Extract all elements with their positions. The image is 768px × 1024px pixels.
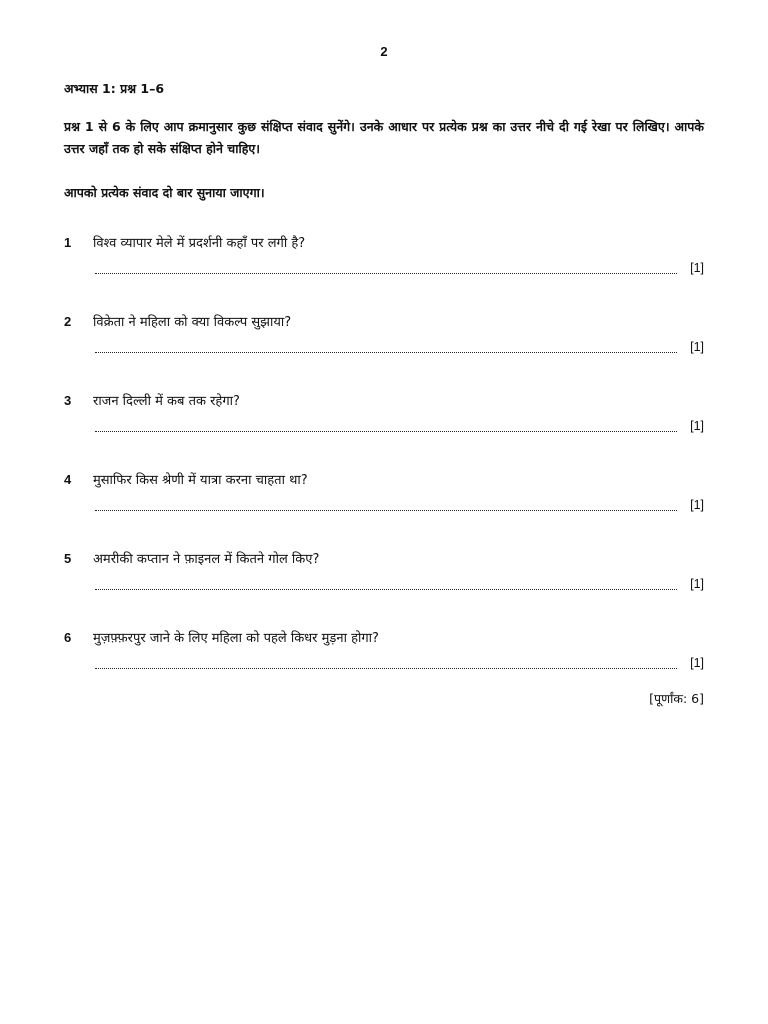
question-number: 6 — [64, 630, 72, 645]
answer-line[interactable] — [95, 352, 677, 353]
question-text: विश्व व्यापार मेले में प्रदर्शनी कहाँ पर लगी है? — [93, 236, 306, 251]
section-heading: अभ्यास 1: प्रश्न 1–6 — [64, 81, 165, 96]
instructions-paragraph: प्रश्न 1 से 6 के लिए आप क्रमानुसार कुछ संक्षिप्त संवाद सुनेंगे। उनके आधार पर प्रत्येक प्रश्न का उत्तर नीचे दी गई रेखा पर लिखिए। आपके उत्तर जहाँ तक हो सके संक्षिप्त होने चाहिए। — [64, 119, 704, 156]
question-3 — [64, 393, 704, 453]
question-5 — [64, 551, 704, 611]
question-number: 5 — [64, 551, 72, 566]
question-text: अमरीकी कप्तान ने फ़ाइनल में कितने गोल किए? — [93, 552, 320, 567]
answer-line[interactable] — [95, 273, 677, 274]
question-text: विक्रेता ने महिला को क्या विकल्प सुझाया? — [93, 315, 292, 330]
question-text: मुसाफिर किस श्रेणी में यात्रा करना चाहता था? — [93, 473, 308, 488]
answer-line[interactable] — [95, 510, 677, 511]
question-marks: [1] — [690, 419, 704, 433]
question-marks: [1] — [690, 577, 704, 591]
question-number: 2 — [64, 314, 72, 329]
question-marks: [1] — [690, 498, 704, 512]
question-marks: [1] — [690, 261, 704, 275]
question-1 — [64, 235, 704, 295]
question-text: मुज़फ़्फ़रपुर जाने के लिए महिला को पहले किधर मुड़ना होगा? — [93, 631, 379, 646]
question-number: 3 — [64, 393, 72, 408]
answer-line[interactable] — [95, 431, 677, 432]
answer-line[interactable] — [95, 668, 677, 669]
question-6 — [64, 630, 704, 690]
repeat-note: आपको प्रत्येक संवाद दो बार सुनाया जाएगा। — [64, 185, 265, 200]
question-number: 4 — [64, 472, 72, 487]
question-marks: [1] — [690, 340, 704, 354]
question-text: राजन दिल्ली में कब तक रहेगा? — [93, 394, 240, 409]
question-number: 1 — [64, 235, 72, 250]
question-4 — [64, 472, 704, 532]
total-marks: [पूर्णांक: 6] — [649, 691, 704, 706]
question-marks: [1] — [690, 656, 704, 670]
question-2 — [64, 314, 704, 374]
page-number: 2 — [380, 44, 388, 59]
answer-line[interactable] — [95, 589, 677, 590]
